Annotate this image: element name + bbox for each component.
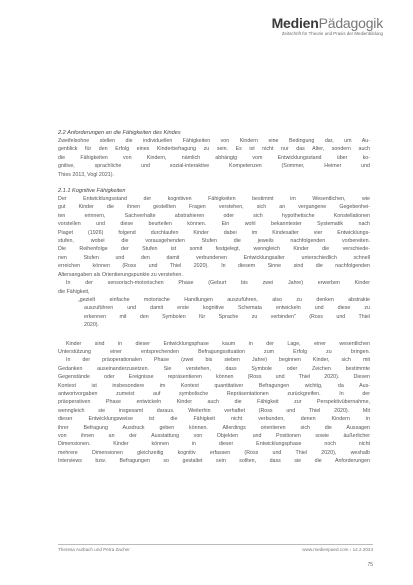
text-line: ten erinnern, Sachverhalte abstrahieren oder sich hypothetische Konstellationen [58, 212, 370, 219]
text-line: gnitive, sprachliche und sozial-interaktive Kompetenzen (Sommer, Heimer und [58, 163, 370, 170]
footer-website-link[interactable]: www.medienpaed.com › 14.2.2024 [302, 547, 373, 552]
text-line: Piaget (1926) folgend durchlaufen Kinder dabei im Kindesalter vier Entwicklungs- [58, 229, 370, 236]
text-line: Dimensionen. Kinder können in dieser Entwicklungsphase noch nicht [58, 441, 370, 448]
text-line: vorstellen und diese beurteilen können. Ein wohl bekanntester Systematik nach [58, 221, 370, 228]
subsection-heading: 2.1.1 Kognitive Fähigkeiten [58, 188, 126, 195]
text-line: Thies 2013, Vogl 2021). [58, 171, 114, 178]
text-line: Kinder sind in dieser Entwicklungsphase kaum in der Lage, einer wesentlichen [66, 340, 370, 347]
text-line: die Fähigkeiten von Kindern, nämlich abhängig vom Entwicklungsstand über ko- [58, 154, 370, 161]
text-line: 2020). [84, 322, 100, 329]
logo-part1: Medien [271, 15, 319, 31]
text-line: Gegenstände oder Ereignisse repräsentieren können (Ross und Thiel 2020). Diesen [58, 374, 370, 381]
text-line: wenngleich sie insgesamt daraus. Weiterhin verhaftet (Ross und Thiel 2020). Mit [58, 407, 370, 414]
text-line: Kontext ist insbesondere im Kontext quantitativer Befragungen wichtig, da Aus- [58, 382, 370, 389]
text-line: Zweifelsohne stellen die individuellen Fähigkeiten von Kindern eine Bedingung dar, um Au- [58, 138, 370, 144]
footer-authors: Theresa Aurbach und Petra Zacher [58, 547, 130, 552]
text-line: Der Entwicklungsstand der kognitiven Fähigkeiten bestimmt im Wesentlichen, wie [58, 196, 370, 203]
journal-logo [272, 16, 383, 37]
text-line: erkennen mit den Symbolen für Sprache zu verbinden" (Ross und Thiel [84, 313, 370, 320]
paragraph-4 [58, 340, 370, 466]
text-line: stufen, wobei die vorausgehenden Stufen die jeweils nachfolgenden vorbereiten. [58, 238, 370, 245]
article-body [58, 129, 370, 466]
text-line: präoperativen Phase entwickeln Kinder auch die Fähigkeit zur Perspektivübernahme, [58, 399, 370, 406]
paragraph-1 [58, 137, 370, 179]
logo-title [272, 16, 383, 30]
text-line: „gezielt einfache motorische Handlungen auszuführen, also zu denken abstrakte [78, 296, 370, 303]
text-line: Altersangaben als Orientierungspunkte zu verstehen. [58, 271, 183, 278]
text-line: auszuführen und damit erste kognitive Schemata entwickeln und diese zu [84, 305, 370, 312]
text-line: Die Reihenfolge der Stufen ist somit festgelegt, wenngleich Kinder die verschiede- [58, 246, 370, 253]
paragraph-3 [58, 279, 370, 296]
text-line: Interviews bzw. Befragungen so gestaltet sein sollten, dass sie die Anforderungen [58, 458, 370, 465]
text-line: antwortvorgaben zumeist auf symbolische Repräsentationen zurückgreifen. In der [58, 390, 370, 397]
logo-subtitle: Zeitschrift für Theorie und Praxis der Medienbildung [281, 31, 383, 36]
text-line: dieser Entwicklungsweise ist die Fähigkeit nicht verbunden, denen Kindern in [58, 416, 370, 423]
text-line: gut Kinder die ihnen gestellten Fragen verstehen, sich an vergangene Gegebenhei- [58, 204, 370, 211]
section-heading: 2.2 Anforderungen an die Fähigkeiten des Kindes [58, 130, 181, 136]
text-line: genblick für den Erfolg eines Kinderbefragung zu sein. Es ist nicht nur das Alter, sondern auch [58, 146, 370, 153]
quote-block [78, 296, 370, 330]
text-line: In der sensorisch-motorischen Phase (Geburt bis zwei Jahre) erwerben Kinder [66, 280, 370, 287]
text-line: In der präoperationalen Phase (zwei bis sieben Jahre) beginnen Kinder, sich mit [66, 357, 370, 364]
text-line: Unterstützung einer entsprechenden Befragungssituation zum Erfolg zu bringen. [58, 348, 370, 355]
page-number: 75 [367, 562, 373, 568]
text-line: mehrere Dimensionen gleichzeitig kognitiv erfassen (Ross und Thiel 2020), weshalb [58, 449, 370, 456]
paragraph-2 [58, 195, 370, 279]
text-line: erreichen können (Ross und Thiel 2020). In diesem Sinne sind die nachfolgenden [58, 263, 370, 270]
text-line: ihrer Befragung Ausdruck geben können. Allerdings orientieren sich die Aussagen [58, 424, 370, 431]
page-footer [58, 544, 373, 552]
text-line: von ihnen an der Ausstattung von Objekten und Positionen sowie äußerlicher [58, 433, 370, 439]
text-line: nen Stufen und den damit verbundenen Entwicklungsalter unterschiedlich schnell [58, 254, 370, 261]
text-line: die Fähigkeit, [58, 288, 90, 295]
logo-part2: Pädagogik [318, 15, 383, 31]
text-line: Gedanken auseinanderzusetzen. Sie verstehen, dass Symbole oder Zeichen bestimmte [58, 365, 370, 372]
